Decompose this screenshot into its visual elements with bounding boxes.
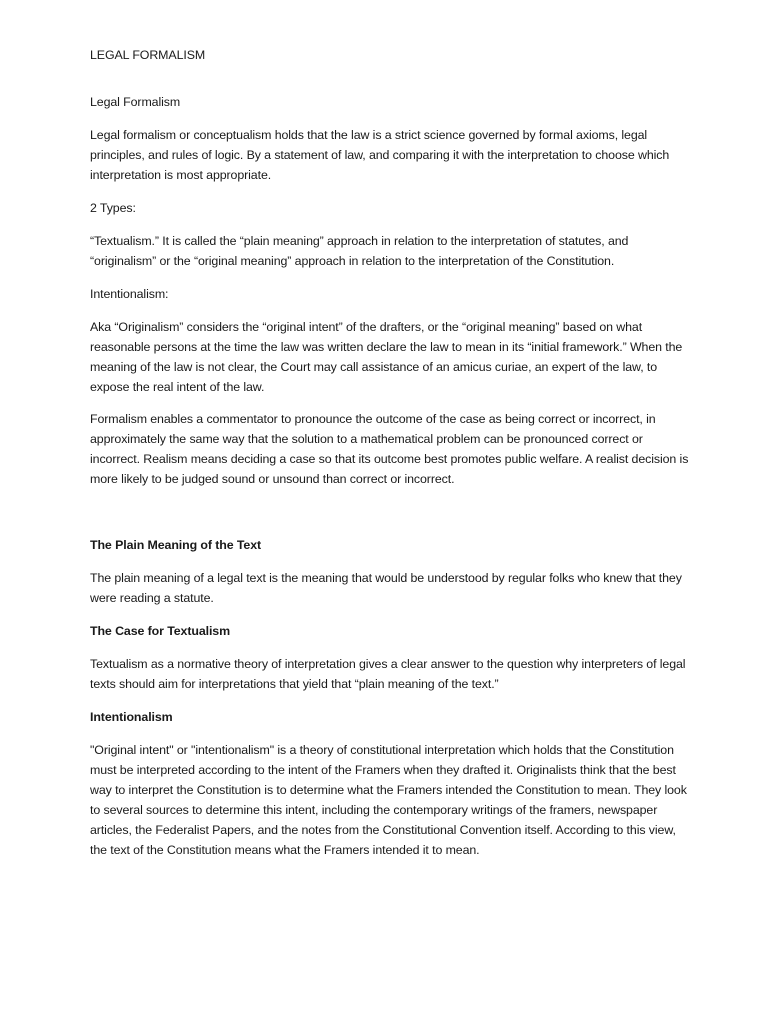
heading-legal-formalism: Legal Formalism (90, 95, 181, 109)
heading-intentionalism: Intentionalism (90, 710, 173, 724)
paragraph-case-for-textualism: Textualism as a normative theory of interpretation gives a clear answer to the question why interpreters of legal texts should aim for interpretations that yield that “plain meaning of the text.” (90, 657, 686, 691)
paragraph-plain-meaning: The plain meaning of a legal text is the meaning that would be understood by regular folks who knew that they were reading a statute. (90, 571, 682, 605)
paragraph-originalism: Aka “Originalism” considers the “original intent” of the drafters, or the “original meaning” based on what reasonable persons at the time the law was written declare the law to mean in its “initial framework.” When the meaning of the law is not clear, the Court may call assistance of an amicus curiae, an expert of the law, to expose the real intent of the law. (90, 320, 683, 394)
heading-case-for-textualism: The Case for Textualism (90, 624, 231, 638)
heading-two-types: 2 Types: (90, 201, 136, 215)
paragraph-original-intent: "Original intent" or "intentionalism" is a theory of constitutional interpretation which holds that the Constitution must be interpreted according to the intent of the Framers when they drafted it. Originalists think that the best way to interpret the Constitution is to determine what the Framers intended the Constitution to mean. They look to several sources to determine this intent, including the contemporary writings of the framers, newspaper articles, the Federalist Papers, and the notes from the Constitutional Convention itself. According to this view, the text of the Constitution means what the Framers intended it to mean. (90, 743, 687, 857)
heading-intentionalism-colon: Intentionalism: (90, 287, 169, 301)
document-title: LEGAL FORMALISM (90, 48, 206, 62)
heading-plain-meaning: The Plain Meaning of the Text (90, 538, 262, 552)
paragraph-definition: Legal formalism or conceptualism holds that the law is a strict science governed by formal axioms, legal principles, and rules of logic. By a statement of law, and comparing it with the interpretation to choose which interpretation is most appropriate. (90, 128, 670, 182)
paragraph-formalism-realism: Formalism enables a commentator to pronounce the outcome of the case as being correct or incorrect, in approximately the same way that the solution to a mathematical problem can be pronounced correct or incorrect. Realism means deciding a case so that its outcome best promotes public welfare. A realist decision is more likely to be judged sound or unsound than correct or incorrect. (90, 412, 689, 486)
paragraph-textualism: “Textualism.” It is called the “plain meaning” approach in relation to the interpretation of statutes, and “originalism” or the “original meaning” approach in relation to the interpretation of the Constitution. (90, 234, 629, 268)
